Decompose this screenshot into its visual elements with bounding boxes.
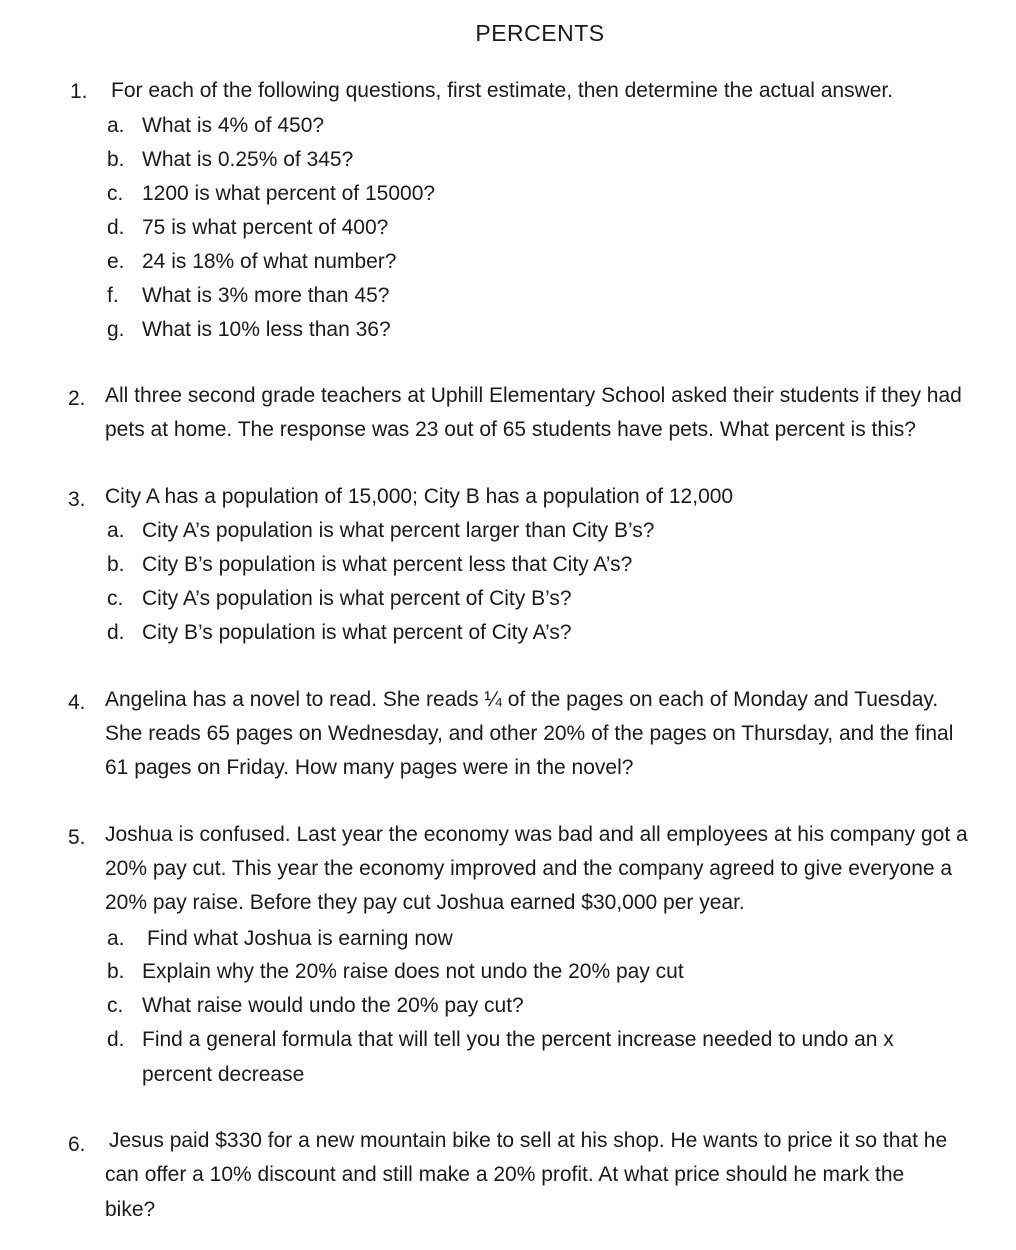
question-text: She reads 65 pages on Wednesday, and other 20% of the pages on Thursday, and the final (105, 722, 954, 745)
sub-letter: g. (107, 318, 125, 341)
sub-letter: c. (107, 994, 124, 1017)
question-text: can offer a 10% discount and still make a 20% profit. At what price should he mark the (105, 1163, 905, 1186)
sub-question-text: City B’s population is what percent less that City A’s? (142, 553, 633, 576)
sub-letter: a. (107, 519, 125, 542)
sub-question-text: Find what Joshua is earning now (147, 927, 453, 950)
question-number: 4. (68, 691, 86, 714)
question-text: City A has a population of 15,000; City B has a population of 12,000 (105, 485, 734, 508)
sub-question-text: 24 is 18% of what number? (142, 250, 397, 273)
question-number: 2. (68, 387, 86, 410)
sub-letter: d. (107, 1028, 125, 1051)
question-text: 61 pages on Friday. How many pages were in the novel? (105, 756, 634, 779)
question-text: Joshua is confused. Last year the economy was bad and all employees at his company got a (105, 823, 968, 846)
question-text: For each of the following questions, first estimate, then determine the actual answer. (111, 79, 894, 102)
page-title: PERCENTS (475, 20, 605, 46)
sub-question-text: What is 3% more than 45? (142, 284, 390, 307)
question-text: Jesus paid $330 for a new mountain bike to sell at his shop. He wants to price it so that he (109, 1129, 948, 1152)
sub-letter: e. (107, 250, 125, 273)
sub-letter: d. (107, 621, 125, 644)
sub-question-text: City A’s population is what percent larger than City B’s? (142, 519, 655, 542)
sub-question-text: 1200 is what percent of 15000? (142, 182, 436, 205)
sub-letter: c. (107, 587, 124, 610)
sub-question-text: What is 4% of 450? (142, 114, 325, 137)
question-text: Angelina has a novel to read. She reads ¼ of the pages on each of Monday and Tuesday. (105, 688, 939, 711)
sub-question-text: What raise would undo the 20% pay cut? (142, 994, 524, 1017)
question-number: 1. (70, 80, 88, 103)
sub-question-text: City B’s population is what percent of City A’s? (142, 621, 572, 644)
question-text: bike? (105, 1198, 156, 1221)
sub-letter: b. (107, 148, 125, 171)
sub-letter: f. (107, 284, 119, 307)
sub-question-text: Find a general formula that will tell you the percent increase needed to undo an x (142, 1028, 894, 1051)
sub-question-text: percent decrease (142, 1063, 305, 1086)
question-number: 3. (68, 488, 86, 511)
sub-letter: d. (107, 216, 125, 239)
sub-letter: b. (107, 553, 125, 576)
question-text: 20% pay raise. Before they pay cut Joshua earned $30,000 per year. (105, 891, 745, 914)
question-text: 20% pay cut. This year the economy improved and the company agreed to give everyone a (105, 857, 953, 880)
question-number: 6. (68, 1133, 86, 1156)
sub-letter: a. (107, 927, 125, 950)
sub-question-text: Explain why the 20% raise does not undo the 20% pay cut (142, 960, 684, 983)
sub-letter: b. (107, 960, 125, 983)
question-number: 5. (68, 826, 86, 849)
sub-letter: c. (107, 182, 124, 205)
sub-letter: a. (107, 114, 125, 137)
sub-question-text: What is 0.25% of 345? (142, 148, 354, 171)
sub-question-text: 75 is what percent of 400? (142, 216, 389, 239)
sub-question-text: City A’s population is what percent of City B’s? (142, 587, 572, 610)
question-text: pets at home. The response was 23 out of 65 students have pets. What percent is this? (105, 418, 916, 441)
sub-question-text: What is 10% less than 36? (142, 318, 391, 341)
question-text: All three second grade teachers at Uphill Elementary School asked their students if they had (105, 384, 962, 407)
